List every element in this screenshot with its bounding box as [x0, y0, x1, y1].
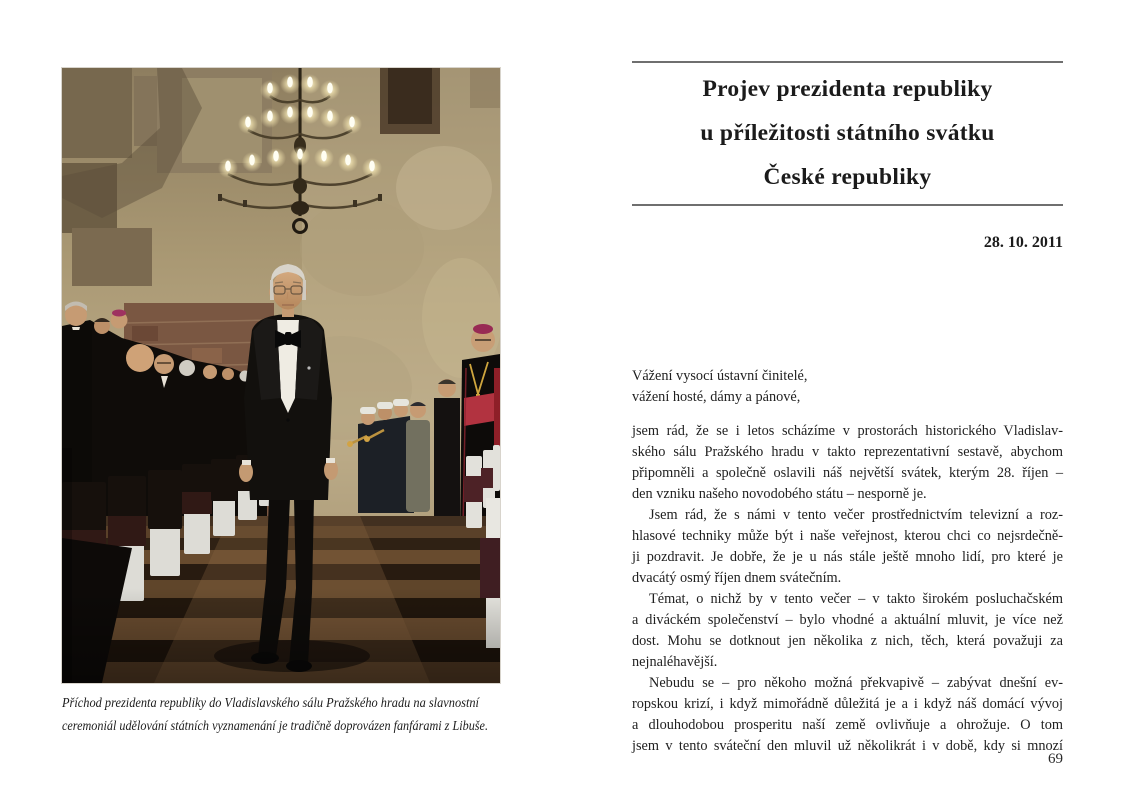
speech-paragraph: Nebudu se – pro někoho možná překvapivě – zabývat dnešní ev- ropskou krizí, i když mimořádně důležitá je a i když náš domácí vývoj a dlouhodobou prosperitu naší země ovlivňuje a ohrožuje. O tom jsem v tento sváteční den mluvil už několikrát i v době, kdy si mnozí: [632, 675, 1063, 754]
chapter-title: [632, 67, 1063, 199]
speech-body: [632, 366, 1063, 757]
speech-paragraph: Témat, o nichž by v tento večer – v takto širokém posluchačském a diváckém společenství – bylo vhodné a aktuální mluvit, je více než dost. Mohu se dotknout jen několika z nich, těch, která považuji za nejnaléhavější.: [632, 591, 1063, 670]
speech-date: 28. 10. 2011: [983, 234, 1063, 251]
photo-illustration: [62, 68, 500, 683]
photo-caption: Příchod prezidenta republiky do Vladislavského sálu Pražského hradu na slavnostní ceremoniál udělování státních vyznamenání je tradičně doprovázen fanfárami z Libuše.: [62, 695, 488, 733]
salutation: Vážení vysocí ústavní činitelé, vážení hosté, dámy a pánové,: [632, 368, 808, 405]
chapter-title-line: České republiky: [763, 164, 932, 190]
photo-vignette: [62, 588, 500, 683]
speech-paragraph: jsem rád, že se i letos scházíme v prostorách historického Vladislav- ského sálu Pražského hradu v takto reprezentativní sestavě, abychom připomněli a společně oslavili náš největší svátek, kterým 28. říjen – den vzniku našeho novodobého státu – nesporně je.: [632, 423, 1063, 502]
speech-paragraphs: [632, 421, 1063, 757]
chapter-title-line: u příležitosti státního svátku: [700, 120, 995, 146]
chapter-title-line: Projev prezidenta republiky: [702, 76, 993, 102]
photo-vladislav-hall: [62, 68, 500, 683]
title-rule-top: [632, 61, 1063, 63]
title-rule-bottom: [632, 204, 1063, 206]
page-number: 69: [1048, 751, 1063, 767]
speech-paragraph: Jsem rád, že s námi v tento večer prostřednictvím televizní a roz- hlasové techniky může být i naše veřejnost, kterou chci co nejsrdečně- ji pozdravit. Je dobře, že je u nás stále ještě mnoho lidí, pro které je dvacátý osmý říjen dnem svátečním.: [632, 507, 1063, 586]
